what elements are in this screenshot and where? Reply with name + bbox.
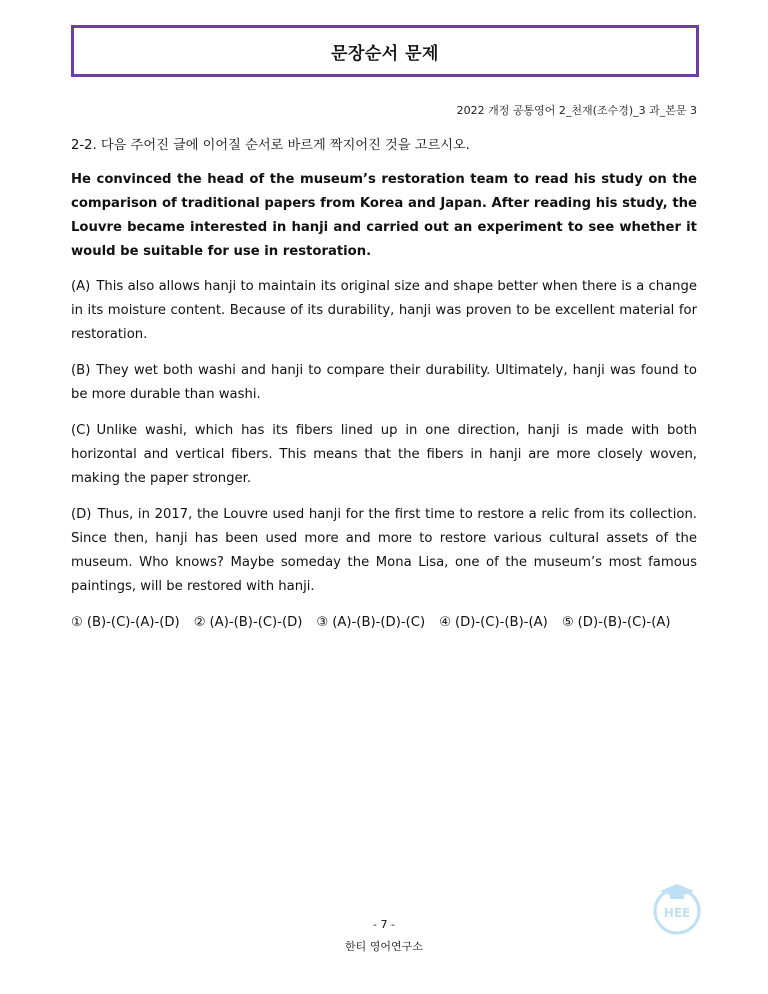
answer-choices (71, 611, 697, 635)
choice-text: (B)-(C)-(A)-(D) (86, 615, 180, 630)
choice-2[interactable] (194, 611, 303, 635)
content (71, 134, 697, 635)
question: 2-2. 다음 주어진 글에 이어질 순서로 바르게 짝지어진 것을 고르시오. (71, 138, 470, 153)
choice-5[interactable] (562, 611, 671, 635)
choice-text: (D)-(B)-(C)-(A) (577, 615, 671, 630)
organization-name: 한티 영어연구소 (345, 940, 423, 953)
logo-text: HEE (663, 906, 691, 920)
paragraph-text: Thus, in 2017, the Louvre used hanji for the first time to restore a relic from its collection. Since then, hanji has been used more and more to restore various cultural assets of the museum. Who knows? Maybe someday the Mona Lisa, one of the museum’s most famous paintings, will be restored with hanji. (71, 507, 697, 594)
paragraph-text: They wet both washi and hanji to compare their durability. Ultimately, hanji was found to be more durable than washi. (71, 363, 697, 402)
choice-3[interactable] (316, 611, 425, 635)
choice-number: ③ (316, 615, 329, 630)
paragraph-label: (D) (71, 507, 92, 522)
choice-text: (A)-(B)-(C)-(D) (209, 615, 303, 630)
paragraph-d (71, 503, 697, 599)
paragraph-b (71, 359, 697, 407)
choice-text: (A)-(B)-(D)-(C) (332, 615, 426, 630)
paragraph-text: This also allows hanji to maintain its original size and shape better when there is a change in its moisture content. Because of its durability, hanji was proven to be excellent material for restoration. (71, 279, 697, 342)
paragraph-a (71, 275, 697, 347)
given-passage: He convinced the head of the museum’s restoration team to read his study on the comparison of traditional papers from Korea and Japan. After reading his study, the Louvre became interested in hanji and carried out an experiment to see whether it would be suitable for use in restoration. (71, 172, 697, 259)
paragraph-text: Unlike washi, which has its fibers lined up in one direction, hanji is made with both horizontal and vertical fibers. This means that the fibers in hanji are more closely woven, making the paper stronger. (71, 423, 697, 486)
paragraph-label: (A) (71, 279, 91, 294)
source-line: 2022 개정 공통영어 2_천재(조수경)_3 과_본문 3 (456, 104, 697, 117)
choice-1[interactable] (71, 611, 180, 635)
choice-4[interactable] (439, 611, 548, 635)
title-box (71, 25, 699, 77)
paragraph-label: (C) (71, 423, 91, 438)
choice-number: ① (71, 615, 83, 630)
paragraph-c (71, 419, 697, 491)
page-number: - 7 - (373, 918, 395, 931)
choice-number: ④ (439, 615, 451, 630)
choice-number: ⑤ (561, 615, 574, 630)
paragraph-label: (B) (71, 363, 91, 378)
page-title: 문장순서 문제 (331, 43, 439, 64)
cap-base (670, 893, 684, 899)
choice-text: (D)-(C)-(B)-(A) (454, 615, 548, 630)
choice-number: ② (193, 615, 206, 630)
